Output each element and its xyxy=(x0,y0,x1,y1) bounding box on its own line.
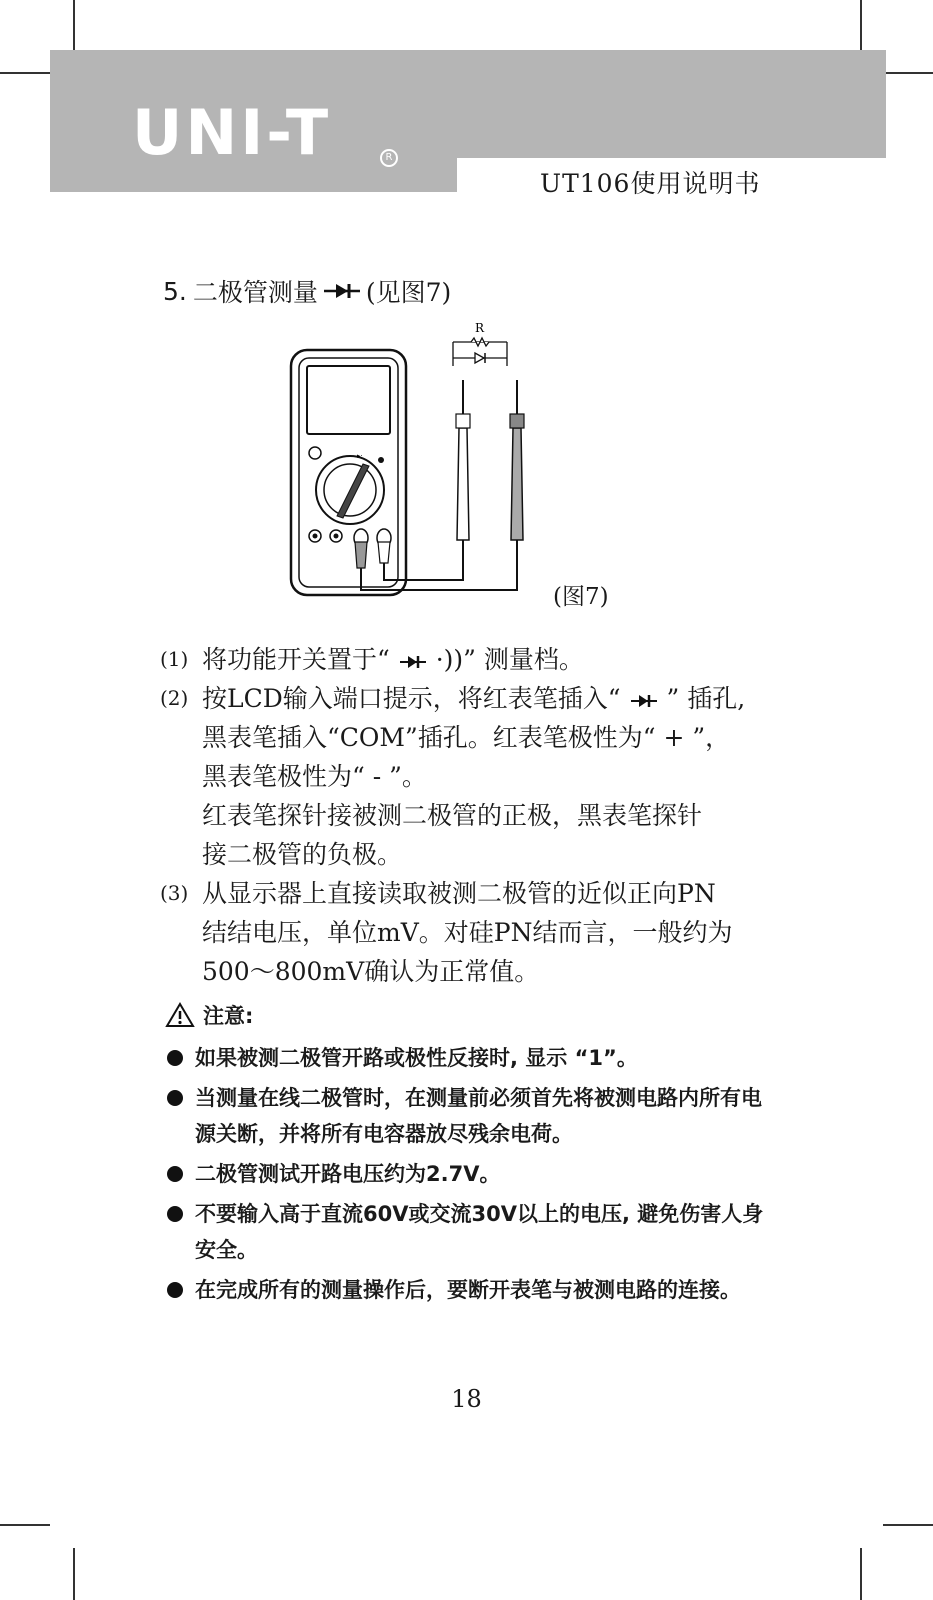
crop-mark xyxy=(73,0,75,50)
step-text: 将功能开关置于“ xyxy=(202,645,398,674)
diode-icon xyxy=(400,655,426,669)
figure-reference: (见图7) xyxy=(365,278,452,307)
step-number: (3) xyxy=(160,881,189,905)
bullet-icon xyxy=(167,1206,183,1222)
step-text: 从显示器上直接读取被测二极管的近似正向PN xyxy=(202,879,716,908)
bullet-icon xyxy=(167,1282,183,1298)
step-item xyxy=(160,874,760,991)
step-text: ·))” 测量档。 xyxy=(435,645,584,674)
note-item xyxy=(165,1040,765,1076)
registered-mark-icon: R xyxy=(380,149,398,167)
note-text: 不要输入高于直流60V或交流30V以上的电压, 避免伤害人身安全。 xyxy=(195,1202,764,1262)
diode-icon xyxy=(324,282,360,300)
section-heading xyxy=(163,273,451,309)
step-number: (1) xyxy=(160,647,189,671)
step-number: (2) xyxy=(160,686,189,710)
step-text: 黑表笔插入“COM”插孔。红表笔极性为“ + ”， xyxy=(202,723,731,752)
crop-mark xyxy=(0,1524,50,1526)
warning-icon xyxy=(165,1002,195,1028)
crop-mark xyxy=(0,72,50,74)
crop-mark xyxy=(73,1548,75,1600)
bullet-icon xyxy=(167,1090,183,1106)
svg-text:▸·: ▸· xyxy=(357,452,363,460)
step-text: 500～800mV确认为正常值。 xyxy=(202,957,540,986)
section-title: 二极管测量 xyxy=(192,278,318,307)
diode-icon xyxy=(631,694,657,708)
manual-title: UT106使用说明书 xyxy=(540,169,761,198)
note-item xyxy=(165,1156,765,1192)
caution-note xyxy=(165,1000,765,1312)
step-text: 结结电压，单位mV。对硅PN结而言，一般约为 xyxy=(202,918,733,947)
note-text: 在完成所有的测量操作后，要断开表笔与被测电路的连接。 xyxy=(195,1278,741,1302)
note-item xyxy=(165,1196,765,1268)
section-number: 5. xyxy=(163,276,187,306)
note-item xyxy=(165,1272,765,1308)
note-text: 如果被测二极管开路或极性反接时, 显示 “1”。 xyxy=(195,1046,638,1070)
crop-mark xyxy=(860,0,862,50)
step-item xyxy=(160,679,760,874)
crop-mark xyxy=(883,72,933,74)
note-text: 二极管测试开路电压约为2.7V。 xyxy=(195,1162,501,1186)
note-text: 当测量在线二极管时，在测量前必须首先将被测电路内所有电源关断，并将所有电容器放尽残余电荷。 xyxy=(195,1086,762,1146)
page-number: 18 xyxy=(451,1385,482,1413)
brand-logo: UNI-T xyxy=(132,96,332,169)
note-item xyxy=(165,1080,765,1152)
crop-mark xyxy=(860,1548,862,1600)
figure-caption: (图7) xyxy=(553,584,609,610)
resistor-label: R xyxy=(475,321,485,335)
step-text: 接二极管的负极。 xyxy=(202,840,403,869)
note-header xyxy=(165,1000,765,1030)
crop-mark xyxy=(883,1524,933,1526)
bullet-icon xyxy=(167,1166,183,1182)
step-text: 黑表笔极性为“ - ”。 xyxy=(202,762,427,791)
step-item xyxy=(160,640,760,679)
step-text: 按LCD输入端口提示，将红表笔插入“ xyxy=(202,684,621,713)
instruction-steps xyxy=(160,640,760,991)
step-text: 红表笔探针接被测二极管的正极，黑表笔探针 xyxy=(202,801,703,830)
figure-multimeter xyxy=(285,318,535,608)
step-text: ” 插孔, xyxy=(666,684,746,713)
note-title: 注意: xyxy=(203,1004,254,1028)
bullet-icon xyxy=(167,1050,183,1066)
